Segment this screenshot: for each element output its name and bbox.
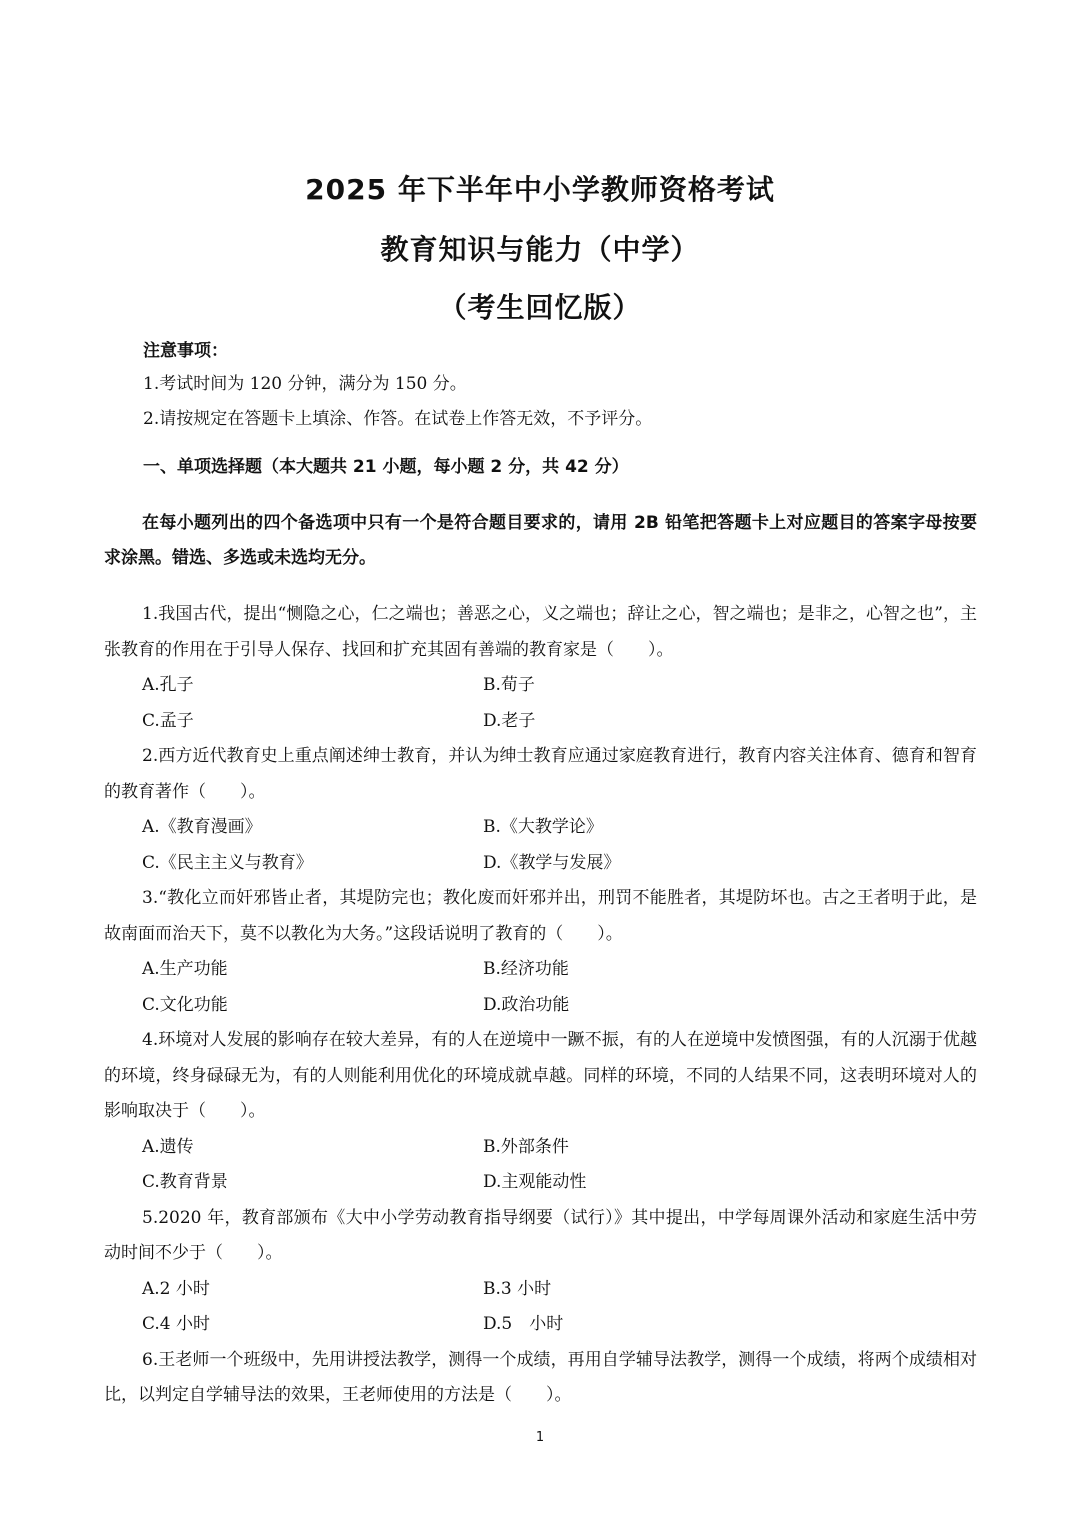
option-d: D.5 小时 [483,1314,564,1334]
question [104,1023,977,1201]
note-item: 2.请按规定在答题卡上填涂、作答。在试卷上作答无效，不予评分。 [143,409,653,429]
question-stem: 4.环境对人发展的影响存在较大差异，有的人在逆境中一蹶不振，有的人在逆境中发愤图强，有的人沉溺于优越的环境，终身碌碌无为，有的人则能利用优化的环境成就卓越。同样的环境，不同的人结果不同，这表明环境对人的影响取决于（ ）。 [104,1030,977,1121]
option-row [104,952,977,988]
question-stem: 1.我国古代，提出“恻隐之心，仁之端也；善恶之心，义之端也；辞让之心，智之端也；是非之，心智之也”，主张教育的作用在于引导人保存、找回和扩充其固有善端的教育家是（ ）。 [104,604,977,660]
notes-heading: 注意事项： [143,341,228,361]
exam-edition: （考生回忆版） [438,291,642,324]
page-number: 1 [535,1430,545,1445]
option-row [104,1272,977,1308]
option-row [104,1165,977,1201]
option-d: D.主观能动性 [483,1172,587,1192]
option-row [104,846,977,882]
option-row [104,704,977,740]
exam-subject: 教育知识与能力（中学） [380,233,700,266]
option-d: D.老子 [483,710,536,731]
question-stem: 3.“教化立而奸邪皆止者，其堤防完也；教化废而奸邪并出，刑罚不能胜者，其堤防坏也。古之王者明于此，是故南面而治天下，莫不以教化为大务。”这段话说明了教育的（ ）。 [104,888,977,944]
note-item: 1.考试时间为 120 分钟，满分为 150 分。 [143,374,467,394]
exam-title: 2025 年下半年中小学教师资格考试 [305,173,775,206]
option-b: B.外部条件 [483,1136,569,1157]
option-row [104,988,977,1024]
option-a: A.生产功能 [142,959,228,979]
section-instructions: 在每小题列出的四个备选项中只有一个是符合题目要求的，请用 2B 铅笔把答题卡上对应题目的答案字母按要求涂黑。错选、多选或未选均无分。 [104,513,977,568]
option-b: B.经济功能 [483,959,569,979]
option-row [104,1307,977,1343]
option-c: C.文化功能 [142,994,228,1015]
question [104,1343,977,1414]
option-row [104,668,977,704]
option-row [104,810,977,846]
question-stem: 5.2020 年，教育部颁布《大中小学劳动教育指导纲要（试行）》其中提出，中学每周课外活动和家庭生活中劳动时间不少于（ ）。 [104,1207,977,1263]
question [104,1201,977,1343]
question [104,881,977,1023]
option-row [104,1130,977,1166]
option-b: B.3 小时 [483,1278,552,1299]
option-a: A.遗传 [142,1136,194,1157]
question-stem: 6.王老师一个班级中，先用讲授法教学，测得一个成绩，再用自学辅导法教学，测得一个成绩，将两个成绩相对比，以判定自学辅导法的效果，王老师使用的方法是（ ）。 [104,1349,977,1405]
question [104,597,977,739]
option-a: A.《教育漫画》 [142,817,262,837]
option-c: C.孟子 [142,710,194,731]
option-c: C.《民主主义与教育》 [142,852,313,873]
option-b: B.荀子 [483,675,535,695]
question-stem: 2.西方近代教育史上重点阐述绅士教育，并认为绅士教育应通过家庭教育进行，教育内容关注体育、德育和智育的教育著作（ ）。 [104,746,977,802]
question-list [104,597,977,1414]
option-c: C.教育背景 [142,1172,228,1192]
question [104,739,977,881]
option-d: D.《教学与发展》 [483,852,621,873]
option-d: D.政治功能 [483,994,570,1015]
option-a: A.孔子 [142,675,194,695]
section-heading: 一、单项选择题（本大题共 21 小题，每小题 2 分，共 42 分） [143,457,629,477]
option-c: C.4 小时 [142,1314,211,1334]
option-a: A.2 小时 [142,1278,210,1299]
option-b: B.《大教学论》 [483,817,603,837]
